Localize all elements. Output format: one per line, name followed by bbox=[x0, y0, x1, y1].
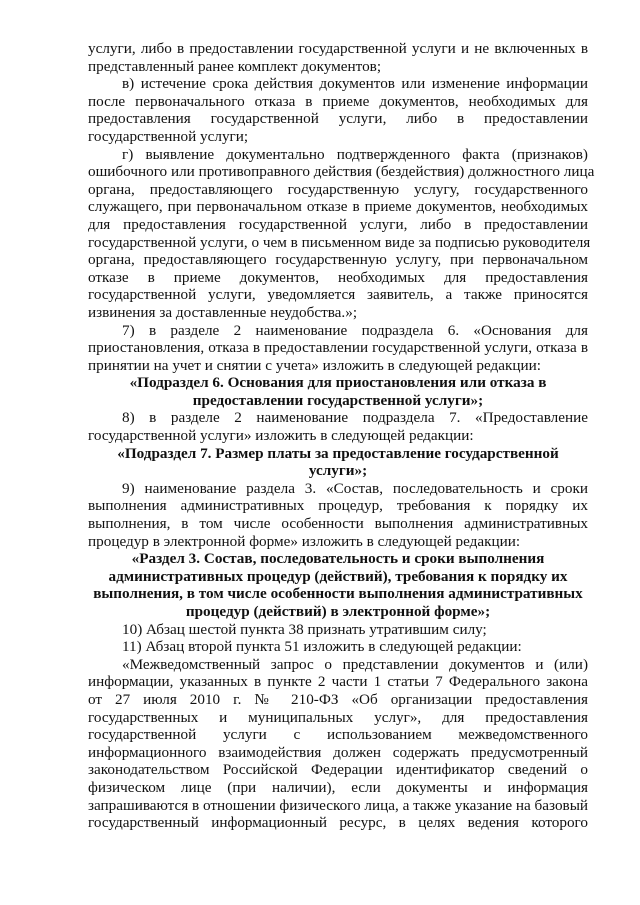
document-text-line: государственной услуги, уведомляется заявитель, а также приносятся bbox=[88, 286, 588, 304]
document-text-line: государственной услуги, о чем в письменном виде за подписью руководителя bbox=[88, 233, 591, 251]
document-text-line: органа, предоставляющего государственную услугу, при первоначальном bbox=[88, 251, 588, 269]
document-text-line: процедур в электронной форме» изложить в следующей редакции: bbox=[88, 532, 521, 550]
section-heading-line: административных процедур (действий), требования к порядку их bbox=[108, 567, 568, 585]
document-text-line: государственный информационный ресурс, в целях ведения которого bbox=[88, 814, 588, 832]
section-heading-line: услуги»; bbox=[308, 462, 368, 480]
document-text-line: государственной услуги с использованием межведомственного bbox=[88, 726, 588, 744]
document-text-line: «Межведомственный запрос о представлении документов и (или) bbox=[122, 655, 588, 673]
document-text-line: выполнения, в том числе особенности выполнения административных bbox=[88, 515, 588, 533]
document-text-line: от 27 июля 2010 г. № 210-ФЗ «Об организации предоставления bbox=[88, 690, 588, 708]
document-text-line: 9) наименование раздела 3. «Состав, последовательность и сроки bbox=[122, 479, 588, 497]
document-text-line: информации, указанных в пункте 2 части 1 статьи 7 Федерального закона bbox=[88, 673, 588, 691]
document-text-line: для предоставления государственной услуги, либо в предоставлении bbox=[88, 215, 588, 233]
section-heading-line: «Подраздел 7. Размер платы за предоставление государственной bbox=[117, 444, 559, 462]
document-text-line: информационного взаимодействия должен содержать предусмотренный bbox=[88, 743, 588, 761]
document-text-line: запрашиваются в отношении физического лица, а также указание на базовый bbox=[88, 796, 589, 814]
document-page bbox=[88, 40, 595, 832]
document-text-line: 10) Абзац шестой пункта 38 признать утратившим силу; bbox=[122, 620, 487, 638]
document-text-line: законодательством Российской Федерации идентификатор сведений о bbox=[88, 761, 588, 779]
section-heading-line: предоставлении государственной услуги»; bbox=[192, 391, 484, 409]
document-text-line: представленный ранее комплект документов; bbox=[88, 57, 382, 75]
section-heading-line: процедур (действий) в электронной форме»; bbox=[185, 603, 491, 620]
document-text-line: приостановления, отказа в предоставлении государственной услуги, отказа в bbox=[88, 339, 588, 357]
document-text-line: физическом лице (при наличии), если документы и информация bbox=[88, 778, 588, 796]
document-text-line: выполнения административных процедур, требования к порядку их bbox=[88, 497, 588, 515]
document-text-line: отказе в приеме документов, необходимых для предоставления bbox=[88, 268, 588, 286]
document-text-line: ошибочного или противоправного действия (бездействия) должностного лица bbox=[88, 163, 595, 181]
document-text-line: государственной услуги» изложить в следующей редакции: bbox=[88, 427, 474, 445]
document-text-line: 11) Абзац второй пункта 51 изложить в следующей редакции: bbox=[122, 638, 522, 656]
document-text-line: г) выявление документально подтвержденного факта (признаков) bbox=[122, 145, 588, 163]
document-text-line: в) истечение срока действия документов или изменение информации bbox=[122, 75, 588, 93]
document-text-line: принятии на учет и снятии с учета» изложить в следующей редакции: bbox=[88, 356, 541, 374]
document-text-line: после первоначального отказа в приеме документов, необходимых для bbox=[88, 92, 588, 110]
document-text-line: государственной услуги; bbox=[88, 127, 249, 145]
section-heading-line: «Раздел 3. Состав, последовательность и сроки выполнения bbox=[131, 550, 545, 568]
section-heading-line: «Подраздел 6. Основания для приостановления или отказа в bbox=[129, 374, 547, 392]
section-heading-line: выполнения, в том числе особенности выполнения административных bbox=[93, 585, 583, 603]
document-text-line: 8) в разделе 2 наименование подраздела 7. «Предоставление bbox=[122, 409, 588, 427]
document-text-line: государственных и муниципальных услуг», для предоставления bbox=[88, 708, 588, 726]
document-text-line: 7) в разделе 2 наименование подраздела 6. «Основания для bbox=[122, 321, 588, 339]
document-text-line: служащего, при первоначальном отказе в приеме документов, необходимых bbox=[88, 198, 588, 216]
document-text-line: услуги, либо в предоставлении государственной услуги и не включенных в bbox=[88, 40, 588, 57]
document-text-line: предоставления государственной услуги, либо в предоставлении bbox=[88, 110, 588, 128]
document-text-line: органа, предоставляющего государственную услугу, государственного bbox=[88, 180, 588, 198]
document-text-line: извинения за доставленные неудобства.»; bbox=[88, 303, 358, 321]
